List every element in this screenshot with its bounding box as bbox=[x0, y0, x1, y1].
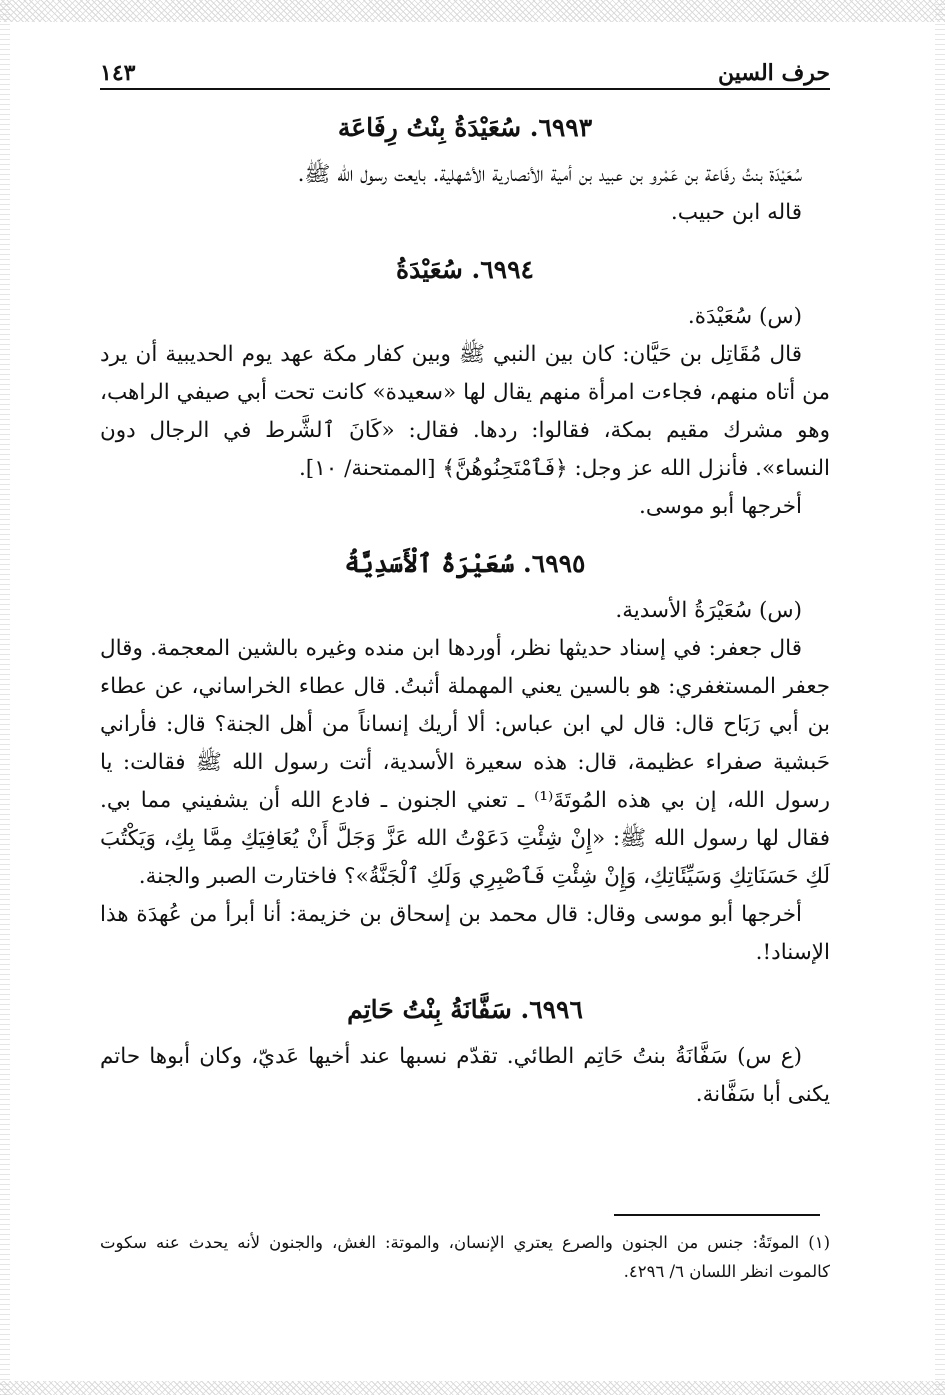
entry-paragraph: أخرجها أبو موسى وقال: قال محمد بن إسحاق بن خزيمة: أنا أبرأ من عُهدَة هذا الإسناد!. bbox=[100, 902, 830, 965]
entry-paragraph: (س) سُعَيْرَةُ الأسدية. bbox=[615, 598, 802, 623]
footnote-separator bbox=[614, 1214, 820, 1216]
scan-edge-left bbox=[0, 0, 10, 1395]
footnote-item: (١) الموتَةُ: جنس من الجنون والصرع يعتري الإنسان، والموتة: الغش، والجنون لأنه يحدث عنه سكوت كالموت انظر اللسان ٦/ ٤٢٩٦. bbox=[100, 1233, 830, 1281]
entry-title: ٦٩٩٣. سُعَيْدَةُ بِنْتُ رِفَاعَة bbox=[337, 113, 593, 142]
entry-paragraph: قال جعفر: في إسناد حديثها نظر، أوردها ابن منده وغيره بالشين المعجمة. وقال جعفر المستغفري: هو بالسين يعني المهملة أثبتُ. قال عطاء الخراساني، عن عطاء بن أبي رَبَاح قال: قال لي ابن عباس: ألا أريك إنساناً من أهل الجنة؟ قال: فأراني حَبشية صفراء عظيمة، قال: هذه سعيرة الأسدية، أتت رسول الله ﷺ فقالت: يا رسول الله، إن بي هذه المُوتَةَ⁽¹⁾ ـ تعني الجنون ـ فادع الله أن يشفيني مما بي. فقال لها رسول الله ﷺ: «إِنْ شِئْتِ دَعَوْتُ الله عَزَّ وَجَلَّ أَنْ يُعَافِيَكِ مِمَّا بِكِ، وَيَكْتُبَ لَكِ حَسَنَاتِكِ وَسَيِّئَاتِكِ، وَإِنْ شِئْتِ فَٱصْبِرِي وَلَكِ ٱلْجَنَّةُ»؟ فاختارت الصبر والجنة. bbox=[100, 636, 830, 889]
entry-paragraph: أخرجها أبو موسى. bbox=[638, 494, 802, 519]
page-body bbox=[100, 52, 830, 1114]
entry-title: ٦٩٩٥. سُعَيْرَةُ ٱلْأَسَدِيَّةُ bbox=[344, 549, 586, 578]
entry-paragraph: قال مُقَاتِل بن حَيَّان: كان بين النبي ﷺ وبين كفار مكة عهد يوم الحديبية أن يرد من أتاه منهم، فجاءت امرأة منهم يقال لها «سعيدة» كانت تحت أبي صيفي الراهب، وهو مشرك مقيم بمكة، فقالوا: ردها. فقال: «كَانَ ٱلشَّرط في الرجال دون النساء». فأنزل الله عز وجل: ﴿فَٱمْتَحِنُوهُنَّ﴾ [الممتحنة/ ١٠]. bbox=[100, 342, 830, 481]
scan-edge-right bbox=[935, 0, 945, 1395]
page-number: ١٤٣ bbox=[100, 60, 136, 86]
scan-edge-top bbox=[0, 0, 945, 22]
entry-paragraph: (س) سُعَيْدَة. bbox=[687, 304, 802, 329]
footnotes bbox=[100, 1228, 830, 1286]
entry-paragraph: قاله ابن حبيب. bbox=[670, 200, 802, 225]
entry-paragraph: سُعَيْدَة بنتُ رفَاعة بن عَمْرو بن عبيد بن أمية الأنصارية الأشهلية. بايعت رسول الله ﷺ. bbox=[297, 162, 802, 187]
chapter-title: حرف السين bbox=[717, 60, 830, 86]
scan-edge-bottom bbox=[0, 1381, 945, 1395]
entry-title: ٦٩٩٤. سُعَيْدَةُ bbox=[396, 255, 534, 284]
entry-paragraph: (ع س) سَفَّانَةُ بنتُ حَاتِم الطائي. تقدّم نسبها عند أخيها عَديّ، وكان أبوها حاتم يكنى أبا سَفَّانة. bbox=[100, 1044, 830, 1107]
running-header bbox=[100, 52, 830, 90]
entry-title: ٦٩٩٦. سَفَّانَةُ بِنْتُ حَاتِم bbox=[347, 995, 583, 1024]
